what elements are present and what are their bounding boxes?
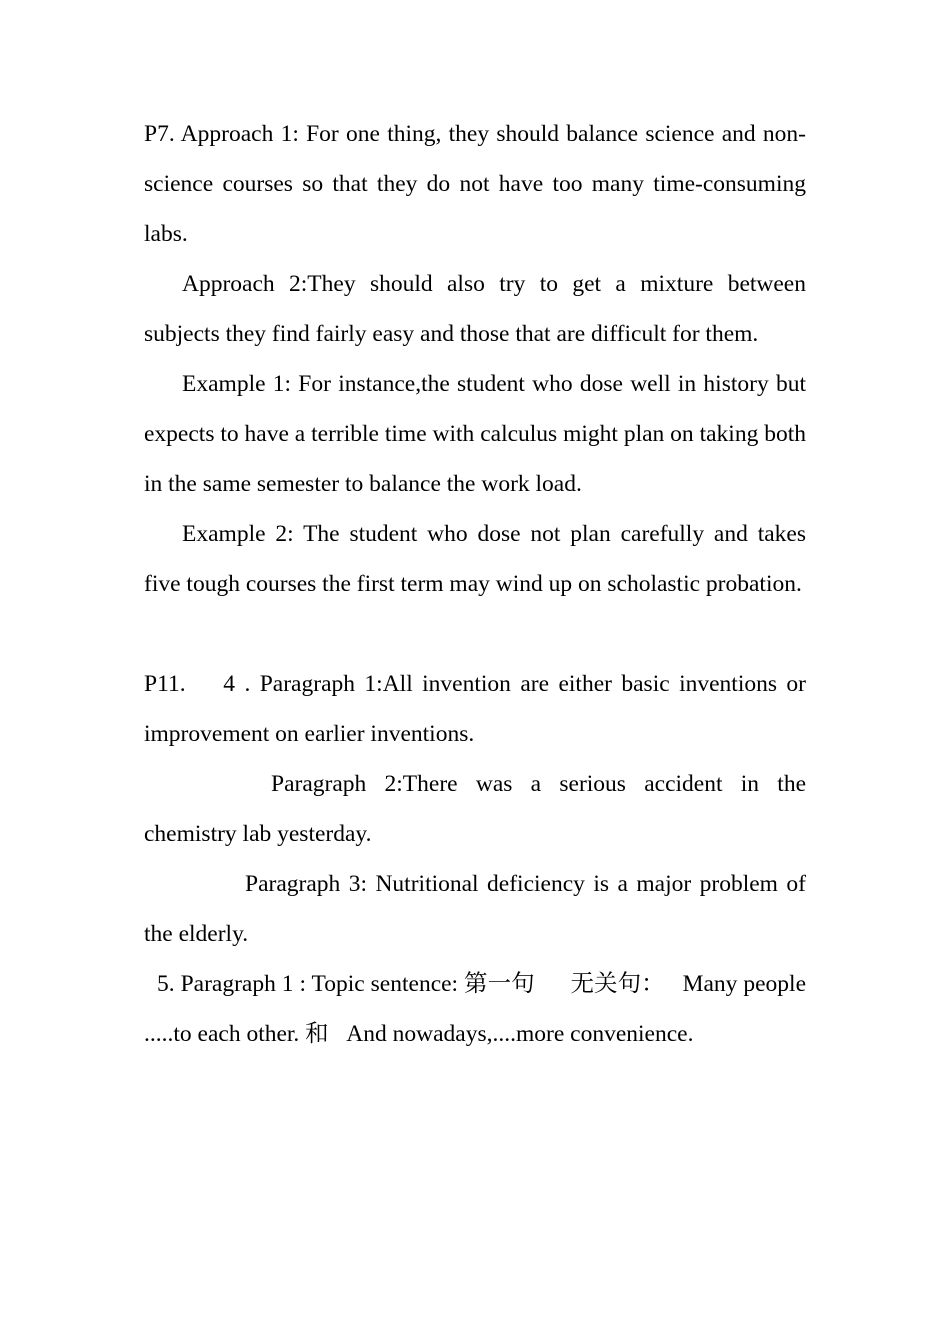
p11-item-4-paragraph-1: P11. 4 . Paragraph 1:All invention are either basic inventions or improvement on earlier inventions. <box>144 671 812 747</box>
p11-item-4-paragraph-2: Paragraph 2:There was a serious accident in the chemistry lab yesterday. <box>144 771 806 847</box>
p11-item-4-paragraph-3: Paragraph 3: Nutritional deficiency is a major problem of the elderly. <box>144 871 806 947</box>
p7-example-1: Example 1: For instance,the student who dose well in history but expects to have a terrible time with calculus might plan on taking both in the same semester to balance the work load. <box>144 371 806 497</box>
section-spacer <box>144 609 806 659</box>
p7-approach-2: Approach 2:They should also try to get a mixture between subjects they find fairly easy and those that are difficult for them. <box>144 271 806 347</box>
p7-example-2: Example 2: The student who dose not plan carefully and takes five tough courses the first term may wind up on scholastic probation. <box>144 521 806 597</box>
p7-approach-1: P7. Approach 1: For one thing, they should balance science and non-science courses so that they do not have too many time-consuming labs. <box>144 121 806 247</box>
p11-item-5-paragraph-1: 5. Paragraph 1 : Topic sentence: 第一句 无关句： Many people .....to each other. 和 And nowadays,....more convenience. <box>144 971 812 1047</box>
document-body <box>144 109 812 1059</box>
